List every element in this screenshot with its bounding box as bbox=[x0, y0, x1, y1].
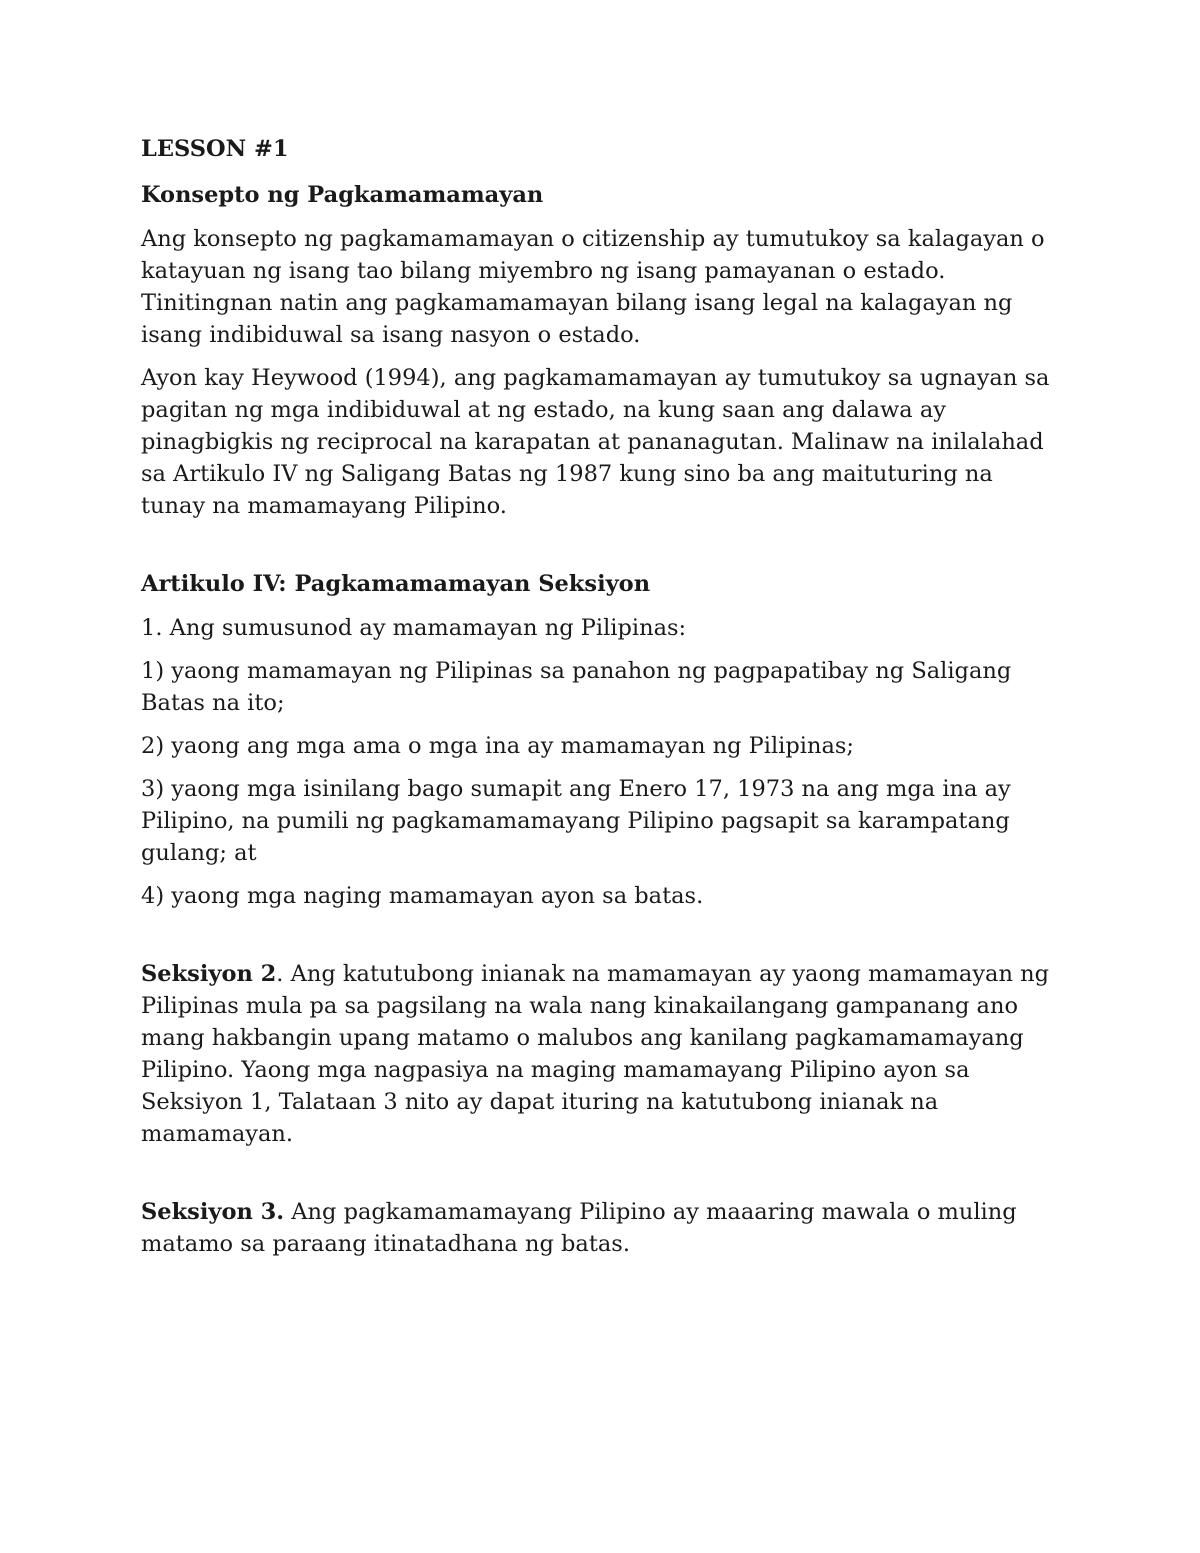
article-intro: 1. Ang sumusunod ay mamamayan ng Pilipinas: bbox=[141, 615, 687, 641]
concept-heading: Konsepto ng Pagkamamamayan bbox=[141, 182, 544, 208]
section-2-paragraph bbox=[141, 958, 1061, 1150]
section-3-paragraph bbox=[141, 1196, 1061, 1260]
section-3-text: Ang pagkamamamayang Pilipino ay maaaring mawala o muling matamo sa paraang itinatadhana ng batas. bbox=[141, 1199, 1017, 1257]
section-2-label: Seksiyon 2 bbox=[141, 961, 277, 987]
concept-paragraph-2: Ayon kay Heywood (1994), ang pagkamamamayan ay tumutukoy sa ugnayan sa pagitan ng mga indibiduwal at ng estado, na kung saan ang dalawa ay pinagbigkis ng reciprocal na karapatan at pananagutan. Malinaw na inilalahad sa Artikulo IV ng Saligang Batas ng 1987 kung sino ba ang maituturing na tunay na mamamayang Pilipino. bbox=[141, 365, 1050, 519]
lesson-title: LESSON #1 bbox=[141, 136, 289, 162]
section-2-text: . Ang katutubong inianak na mamamayan ay yaong mamamayan ng Pilipinas mula pa sa pagsilang na wala nang kinakailangang gampanang ano mang hakbangin upang matamo o malubos ang kanilang pagkamamamayang Pilipino. Yaong mga nagpasiya na maging mamamayang Pilipino ayon sa Seksiyon 1, Talataan 3 nito ay dapat ituring na katutubong inianak na mamamayan. bbox=[141, 961, 1049, 1147]
concept-paragraph-1: Ang konsepto ng pagkamamamayan o citizenship ay tumutukoy sa kalagayan o katayuan ng isang tao bilang miyembro ng isang pamayanan o estado. Tinitingnan natin ang pagkamamamayan bilang isang legal na kalagayan ng isang indibiduwal sa isang nasyon o estado. bbox=[141, 226, 1045, 348]
article-heading: Artikulo IV: Pagkamamamayan Seksiyon bbox=[141, 571, 651, 597]
article-item-2: 2) yaong ang mga ama o mga ina ay mamamayan ng Pilipinas; bbox=[141, 733, 855, 759]
article-item-3: 3) yaong mga isinilang bago sumapit ang Enero 17, 1973 na ang mga ina ay Pilipino, na pumili ng pagkamamamayang Pilipino pagsapit sa karampatang gulang; at bbox=[141, 776, 1011, 866]
document-page bbox=[141, 133, 1061, 1271]
section-3-label: Seksiyon 3. bbox=[141, 1199, 285, 1225]
article-item-4: 4) yaong mga naging mamamayan ayon sa batas. bbox=[141, 883, 704, 909]
article-item-1: 1) yaong mamamayan ng Pilipinas sa panahon ng pagpapatibay ng Saligang Batas na ito; bbox=[141, 658, 1012, 716]
